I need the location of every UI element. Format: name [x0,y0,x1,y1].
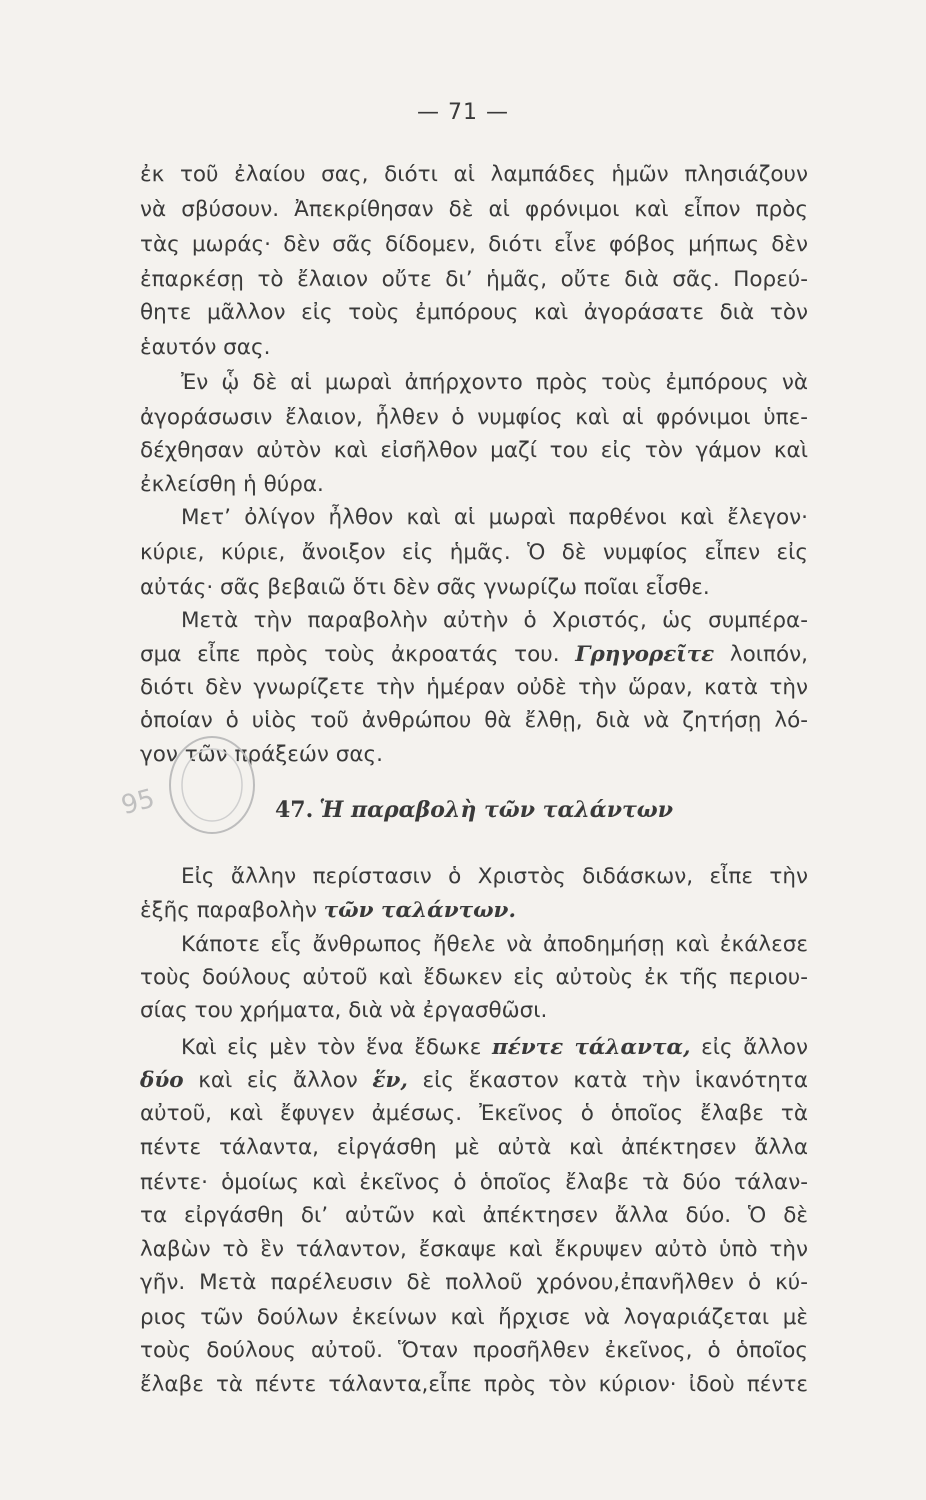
section-heading [275,795,673,825]
text-line: αὐτοῦ, καὶ ἔφυγεν ἀμέσως. Ἐκεῖνος ὁ ὁποῖος ἔλαβε τὰ [140,1101,808,1126]
text-line: θητε μᾶλλον εἰς τοὺς ἐμπόρους καὶ ἀγοράσατε διὰ τὸν [140,300,808,325]
text-segment: Καὶ εἰς μὲν τὸν ἕνα ἔδωκε [181,1035,482,1060]
text-line: σίας του χρήματα, διὰ νὰ ἐργασθῶσι. [140,998,548,1023]
text-segment: εἰς ἕκαστον κατὰ τὴν ἱκανότητα [422,1068,809,1093]
text-line: ἔλαβε τὰ πέντε τάλαντα,εἶπε πρὸς τὸν κύριον· ἰδοὺ πέντε [140,1372,808,1397]
text-line: Κάποτε εἷς ἄνθρωπος ἤθελε νὰ ἀποδημήσῃ καὶ ἐκάλεσε [181,932,808,957]
text-line [140,1066,808,1096]
library-stamp [112,730,272,840]
text-line: ἐκλείσθη ἡ θύρα. [140,472,324,497]
stamp-ring-inner [182,749,242,821]
section-number: 47. [275,797,314,823]
text-segment: σμα εἶπε πρὸς τοὺς ἀκροατάς του. [140,642,560,667]
text-line: αὐτάς· σᾶς βεβαιῶ ὅτι δὲν σᾶς γνωρίζω ποῖαι εἶσθε. [140,575,710,600]
emphasized-word: δύο [140,1068,184,1093]
text-line: νὰ σβύσουν. Ἀπεκρίθησαν δὲ αἱ φρόνιμοι καὶ εἶπον πρὸς [140,197,808,222]
text-segment: λοιπόν, [729,642,808,667]
text-line: ἐπαρκέσῃ τὸ ἔλαιον οὔτε δι’ ἡμᾶς, οὔτε διὰ σᾶς. Πορεύ- [140,267,808,292]
text-line: δέχθησαν αὐτὸν καὶ εἰσῆλθον μαζί του εἰς τὸν γάμον καὶ [140,438,808,463]
text-line: ριος τῶν δούλων ἐκείνων καὶ ἤρχισε νὰ λογαριάζεται μὲ [140,1305,808,1330]
page-number: — 71 — [417,100,509,125]
emphasized-word: τῶν ταλάντων. [323,898,516,923]
text-segment: καὶ εἰς ἄλλον [198,1068,358,1093]
text-line [140,896,808,926]
text-line: κύριε, κύριε, ἄνοιξον εἰς ἡμᾶς. Ὁ δὲ νυμφίος εἶπεν εἰς [140,540,808,565]
text-line: Ἐν ᾧ δὲ αἱ μωραὶ ἀπήρχοντο πρὸς τοὺς ἐμπόρους νὰ [181,370,808,395]
text-line: ἑαυτόν σας. [140,335,271,360]
emphasized-word: ἕν, [372,1068,408,1093]
text-line: γον τῶν πράξεών σας. [140,742,383,767]
text-line: τα εἰργάσθη δι’ αὐτῶν καὶ ἀπέκτησεν ἄλλα δύο. Ὁ δὲ [140,1203,808,1228]
text-line: τὰς μωράς· δὲν σᾶς δίδομεν, διότι εἶνε φόβος μήπως δὲν [140,232,808,257]
text-line: Μετ’ ὀλίγον ἦλθον καὶ αἱ μωραὶ παρθένοι καὶ ἔλεγον· [181,505,808,530]
text-line: ὁποίαν ὁ υἱὸς τοῦ ἀνθρώπου θὰ ἔλθῃ, διὰ νὰ ζητήσῃ λό- [140,708,808,733]
stamp-number: 95 [118,783,158,822]
text-line: Εἰς ἄλλην περίστασιν ὁ Χριστὸς διδάσκων, εἶπε τὴν [181,864,808,889]
text-line: ἀγοράσωσιν ἔλαιον, ἦλθεν ὁ νυμφίος καὶ αἱ φρόνιμοι ὑπε- [140,405,808,430]
text-segment: ἑξῆς παραβολὴν [140,898,317,923]
text-line: Μετὰ τὴν παραβολὴν αὐτὴν ὁ Χριστός, ὡς συμπέρα- [181,608,808,633]
emphasized-word: πέντε τάλαντα, [491,1035,691,1060]
text-line: πέντε· ὁμοίως καὶ ἐκεῖνος ὁ ὁποῖος ἔλαβε τὰ δύο τάλαν- [140,1170,808,1195]
text-line: λαβὼν τὸ ἓν τάλαντον, ἔσκαψε καὶ ἔκρυψεν αὐτὸ ὑπὸ τὴν [140,1237,808,1262]
emphasized-word: Γρηγορεῖτε [575,642,715,667]
text-segment: εἰς ἄλλον [701,1035,809,1060]
section-title: Ἡ παραβολὴ τῶν ταλάντων [319,797,674,823]
text-line: τοὺς δούλους αὐτοῦ. Ὅταν προσῆλθεν ἐκεῖνος, ὁ ὁποῖος [140,1338,808,1363]
text-line: ἐκ τοῦ ἐλαίου σας, διότι αἱ λαμπάδες ἡμῶν πλησιάζουν [140,162,808,187]
text-line: πέντε τάλαντα, εἰργάσθη μὲ αὐτὰ καὶ ἀπέκτησεν ἄλλα [140,1135,808,1160]
text-line [181,1033,808,1063]
text-line: διότι δὲν γνωρίζετε τὴν ἡμέραν οὐδὲ τὴν ὥραν, κατὰ τὴν [140,675,808,700]
text-line: γῆν. Μετὰ παρέλευσιν δὲ πολλοῦ χρόνου,ἐπανῆλθεν ὁ κύ- [140,1270,808,1295]
text-line: τοὺς δούλους αὐτοῦ καὶ ἔδωκεν εἰς αὐτοὺς ἐκ τῆς περιου- [140,965,808,990]
text-line [140,640,808,670]
